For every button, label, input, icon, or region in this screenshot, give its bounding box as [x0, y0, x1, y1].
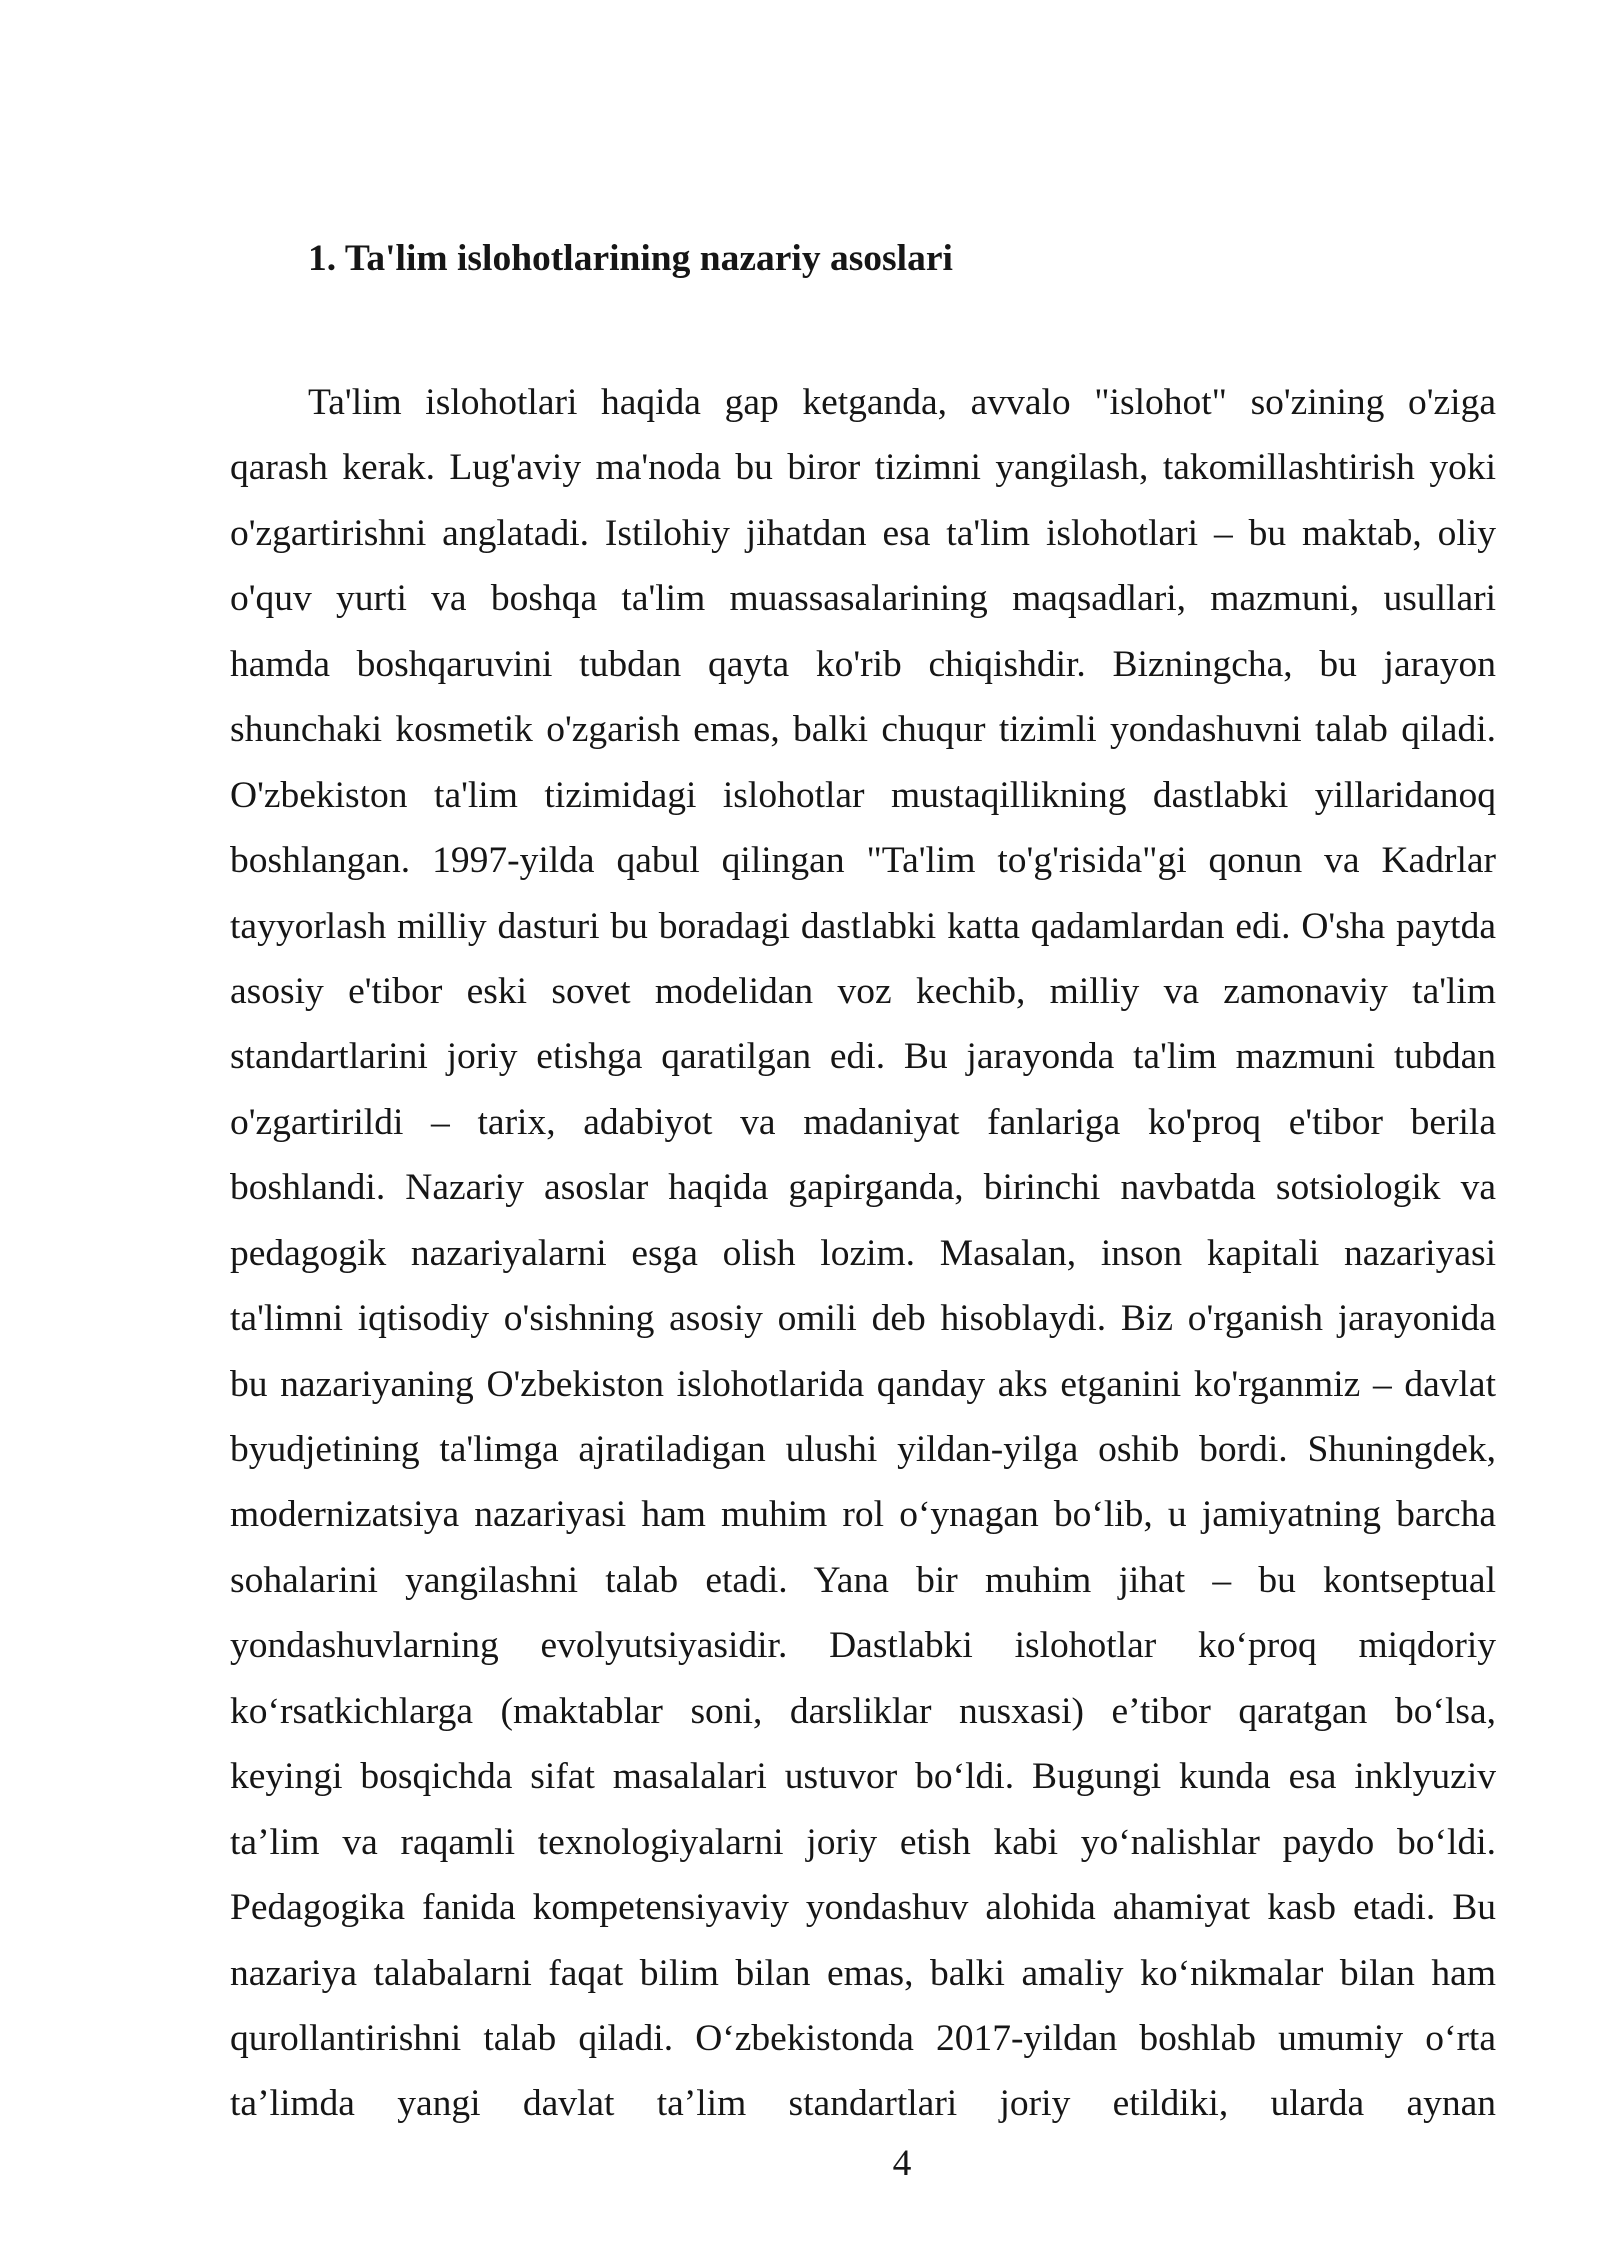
paragraph-line: o'zgartirildi – tarix, adabiyot va madaniyat fanlariga ko'proq e'tibor berila [230, 1101, 1496, 1143]
paragraph-line: O'zbekiston ta'lim tizimidagi islohotlar mustaqillikning dastlabki yillaridanoq [230, 774, 1496, 816]
paragraph-line: yondashuvlarning evolyutsiyasidir. Dastlabki islohotlar ko‘proq miqdoriy [230, 1625, 1496, 1667]
paragraph-line: shunchaki kosmetik o'zgarish emas, balki chuqur tizimli yondashuvni talab qiladi. [230, 709, 1496, 751]
paragraph-line: byudjetining ta'limga ajratiladigan ulushi yildan-yilga oshib bordi. Shuningdek, [230, 1429, 1496, 1470]
page-number: 4 [892, 2143, 912, 2184]
paragraph-line: ta'limni iqtisodiy o'sishning asosiy omili deb hisoblaydi. Biz o'rganish jarayonida [230, 1298, 1496, 1340]
paragraph-line: ta’lim va raqamli texnologiyalarni joriy etish kabi yo‘nalishlar paydo bo‘ldi. [230, 1821, 1496, 1863]
section-heading: 1. Ta'lim islohotlarining nazariy asoslari [308, 238, 953, 279]
paragraph-line: standartlarini joriy etishga qaratilgan edi. Bu jarayonda ta'lim mazmuni tubdan [230, 1036, 1496, 1078]
paragraph-line: qarash kerak. Lug'aviy ma'noda bu biror tizimni yangilash, takomillashtirish yoki [230, 447, 1496, 489]
paragraph-line: Ta'lim islohotlari haqida gap ketganda, avvalo "islohot" so'zining o'ziga [308, 382, 1496, 423]
paragraph-line: qurollantirishni talab qiladi. O‘zbekistonda 2017-yildan boshlab umumiy o‘rta [230, 2017, 1496, 2059]
paragraph-line: ko‘rsatkichlarga (maktablar soni, darsliklar nusxasi) e’tibor qaratgan bo‘lsa, [230, 1690, 1496, 1732]
paragraph-line: tayyorlash milliy dasturi bu boradagi dastlabki katta qadamlardan edi. O'sha paytda [230, 905, 1496, 947]
paragraph-line: keyingi bosqichda sifat masalalari ustuvor bo‘ldi. Bugungi kunda esa inklyuziv [230, 1756, 1496, 1798]
paragraph-line: sohalarini yangilashni talab etadi. Yana bir muhim jihat – bu kontseptual [230, 1559, 1496, 1601]
paragraph-line: asosiy e'tibor eski sovet modelidan voz kechib, milliy va zamonaviy ta'lim [230, 970, 1496, 1012]
paragraph-line: Pedagogika fanida kompetensiyaviy yondashuv alohida ahamiyat kasb etadi. Bu [230, 1887, 1496, 1929]
paragraph-line: boshlandi. Nazariy asoslar haqida gapirganda, birinchi navbatda sotsiologik va [230, 1167, 1496, 1209]
paragraph-line: hamda boshqaruvini tubdan qayta ko'rib chiqishdir. Bizningcha, bu jarayon [230, 643, 1496, 685]
paragraph-line: o'quv yurti va boshqa ta'lim muassasalarining maqsadlari, mazmuni, usullari [230, 578, 1496, 620]
paragraph-line: modernizatsiya nazariyasi ham muhim rol o‘ynagan bo‘lib, u jamiyatning barcha [230, 1494, 1496, 1536]
paragraph-line: nazariya talabalarni faqat bilim bilan emas, balki amaliy ko‘nikmalar bilan ham [230, 1952, 1496, 1994]
paragraph-line: o'zgartirishni anglatadi. Istilohiy jihatdan esa ta'lim islohotlari – bu maktab, oliy [230, 512, 1496, 554]
body-paragraph [230, 370, 1496, 2137]
paragraph-line: bu nazariyaning O'zbekiston islohotlarida qanday aks etganini ko'rganmiz – davlat [230, 1363, 1496, 1405]
paragraph-line: pedagogik nazariyalarni esga olish lozim. Masalan, inson kapitali nazariyasi [230, 1232, 1496, 1274]
paragraph-line: ta’limda yangi davlat ta’lim standartlari joriy etildiki, ularda aynan [230, 2083, 1496, 2125]
paragraph-line: boshlangan. 1997-yilda qabul qilingan "Ta'lim to'g'risida"gi qonun va Kadrlar [230, 840, 1496, 882]
